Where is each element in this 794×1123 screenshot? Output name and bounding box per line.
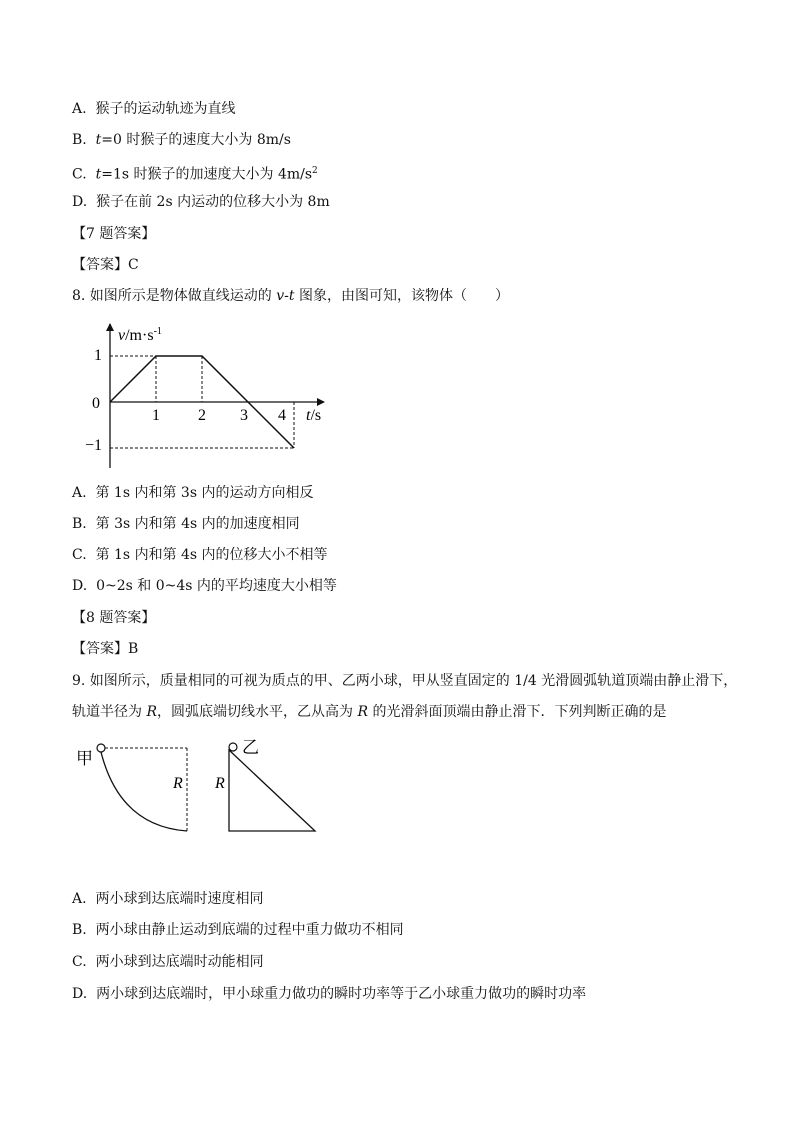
ball-b-label: 乙 — [242, 738, 259, 757]
x-tick-label-2: 2 — [198, 407, 206, 424]
y-axis-label: $v/m\cdot s^{-1}$ — [118, 326, 162, 344]
option-label: D. — [72, 578, 88, 594]
y-tick-label-neg1: −1 — [85, 437, 103, 454]
option-label: D. — [72, 194, 88, 210]
option-label: D. — [72, 986, 88, 1002]
option-text: 两小球到达底端时速度相同 — [95, 891, 264, 907]
q9-option-b — [72, 921, 404, 939]
option-text: 两小球由静止运动到底端的过程中重力做功不相同 — [95, 922, 404, 938]
q8-vt-graph — [80, 318, 340, 478]
q7-answer: 【答案】C — [72, 257, 139, 273]
option-text: =1s 时猴子的加速度大小为 4m/s — [101, 166, 313, 183]
incline — [229, 750, 315, 831]
y-tick-label-0: 0 — [92, 395, 100, 412]
stem-text: ，圆弧底端切线水平，乙从高为 — [157, 704, 358, 720]
x-tick-label-1: 1 — [152, 407, 160, 424]
option-superscript: 2 — [312, 166, 318, 176]
q9-stem-line-2 — [72, 703, 666, 721]
q8-answer: 【答案】B — [72, 641, 139, 657]
radius-label-b: R — [215, 775, 225, 792]
ball-a-label: 甲 — [76, 749, 93, 768]
q7-option-c — [72, 162, 318, 184]
option-label: C. — [72, 547, 87, 563]
x-axis-label: t/s — [306, 407, 322, 424]
q9-figure — [70, 738, 330, 838]
option-label: A. — [72, 101, 87, 117]
option-variable: t — [95, 132, 102, 148]
option-label: A. — [72, 485, 87, 501]
option-text: 猴子在前 2s 内运动的位移大小为 8m — [96, 194, 330, 210]
option-text: 第 1s 内和第 4s 内的位移大小不相等 — [95, 547, 328, 563]
option-text: 第 3s 内和第 4s 内的加速度相同 — [95, 516, 300, 532]
q7-option-b — [72, 131, 291, 149]
q8-option-d — [72, 577, 337, 595]
q8-answer-header: 【8 题答案】 — [72, 610, 156, 626]
option-text: 两小球到达底端时动能相同 — [95, 954, 264, 970]
q8-option-c — [72, 546, 328, 564]
option-text: =0 时猴子的速度大小为 8m/s — [101, 132, 291, 148]
q9-stem-line-1: 9. 如图所示，质量相同的可视为质点的甲、乙两小球，甲从竖直固定的 1/4 光滑圆弧轨道顶端由静止滑下， — [72, 673, 738, 689]
stem-variable: v-t — [276, 288, 295, 304]
option-text: 0~2s 和 0~4s 内的平均速度大小相等 — [96, 578, 337, 594]
option-text: 猴子的运动轨迹为直线 — [95, 101, 236, 117]
x-tick-label-4: 4 — [278, 407, 286, 424]
q7-answer-header: 【7 题答案】 — [72, 226, 156, 242]
q8-stem — [72, 287, 509, 305]
option-text: 两小球到达底端时，甲小球重力做功的瞬时功率等于乙小球重力做功的瞬时功率 — [96, 986, 587, 1002]
option-label: A. — [72, 891, 87, 907]
stem-text: 图象，由图可知，该物体（ ） — [294, 288, 509, 304]
stem-text: 8. 如图所示是物体做直线运动的 — [72, 288, 277, 304]
option-label: B. — [72, 922, 87, 938]
q7-option-a — [72, 100, 235, 118]
option-label: C. — [72, 166, 87, 183]
option-label: C. — [72, 954, 87, 970]
stem-variable: R — [146, 704, 157, 720]
q8-option-b — [72, 515, 300, 533]
option-variable: t — [95, 166, 102, 183]
q8-option-a — [72, 484, 313, 502]
option-label: B. — [72, 132, 87, 148]
ball-a — [97, 744, 105, 752]
option-label: B. — [72, 516, 87, 532]
q7-option-d — [72, 193, 330, 211]
stem-text: 轨道半径为 — [72, 704, 147, 720]
y-tick-label-1: 1 — [94, 347, 102, 364]
stem-variable: R — [357, 704, 368, 720]
stem-text: 的光滑斜面顶端由静止滑下．下列判断正确的是 — [368, 704, 667, 720]
q9-option-a — [72, 890, 263, 908]
q9-option-c — [72, 953, 264, 971]
option-text: 第 1s 内和第 3s 内的运动方向相反 — [95, 485, 314, 501]
ball-b — [229, 743, 237, 751]
x-tick-label-3: 3 — [240, 407, 248, 424]
radius-label-a: R — [173, 775, 183, 792]
q9-option-d — [72, 985, 586, 1003]
